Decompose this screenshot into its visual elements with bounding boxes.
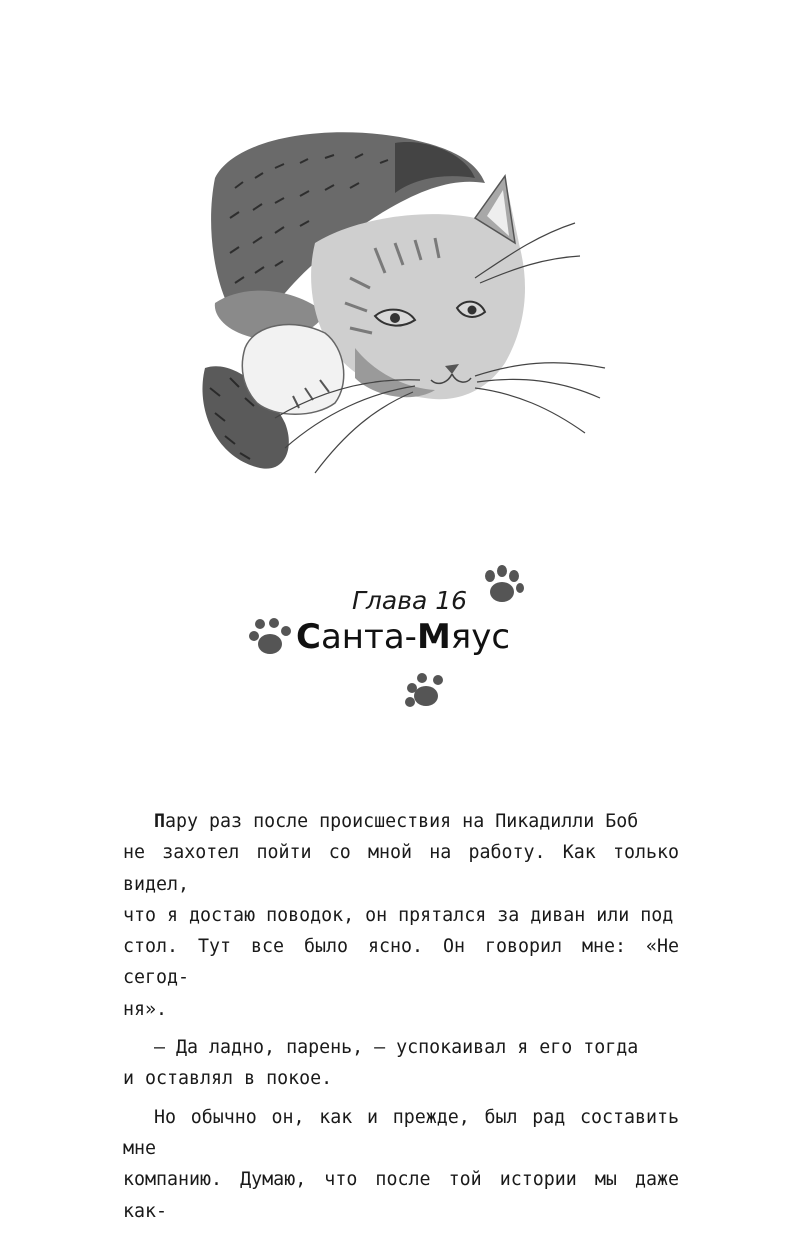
- text-line: компанию. Думаю, что после той истории мы даже как-: [123, 1169, 679, 1222]
- chapter-title-capital: М: [416, 617, 451, 657]
- chapter-title-part: анта-: [320, 617, 417, 657]
- text-line: ару раз после происшествия на Пикадилли Боб: [165, 811, 639, 832]
- drop-cap: П: [154, 811, 166, 832]
- body-text: [123, 806, 679, 1227]
- text-line: не захотел пойти со мной на работу. Как только видел,: [123, 842, 679, 895]
- text-line: ня».: [123, 998, 168, 1020]
- text-line: что я достаю поводок, он прятался за диван или под: [123, 904, 674, 926]
- paw-print-icon: [246, 618, 296, 664]
- chapter-number: Глава 16: [352, 586, 468, 615]
- paragraph: [123, 806, 679, 1025]
- text-line: стол. Тут все было ясно. Он говорил мне: «Не сегод-: [123, 936, 679, 989]
- chapter-title-part: яус: [450, 617, 511, 657]
- paragraph: [123, 1102, 679, 1227]
- text-line: и оставлял в покое.: [123, 1068, 333, 1090]
- paw-print-icon: [400, 672, 450, 718]
- cat-in-santa-hat-illustration: [175, 118, 615, 518]
- text-line: — Да ладно, парень, — успокаивал я его тогда: [154, 1037, 639, 1059]
- chapter-title: [296, 617, 510, 657]
- text-line: Но обычно он, как и прежде, был рад составить мне: [123, 1106, 679, 1159]
- chapter-title-initial: С: [296, 617, 321, 657]
- paragraph: [123, 1032, 679, 1095]
- paw-print-icon: [480, 564, 530, 610]
